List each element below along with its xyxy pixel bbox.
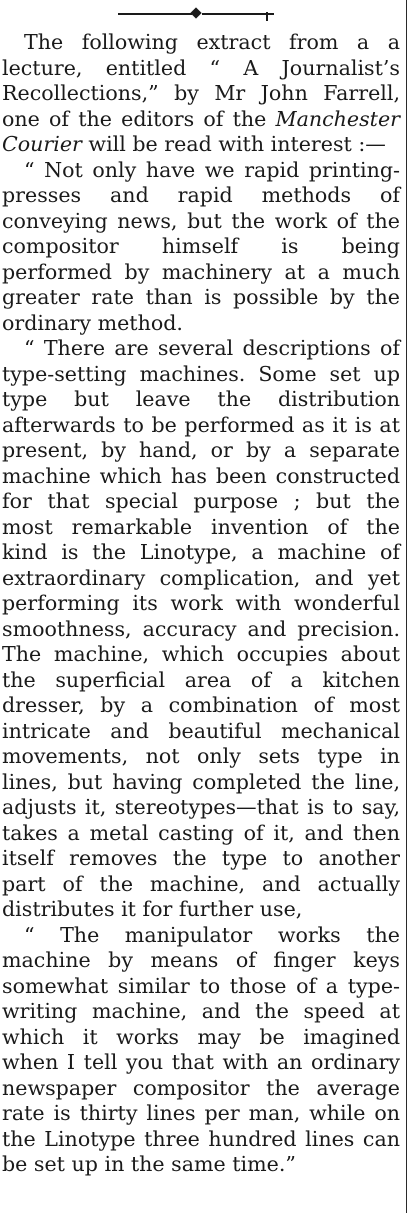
divider-diamond-icon [190, 7, 201, 18]
article-body [2, 30, 400, 1178]
section-divider-ornament [118, 7, 274, 21]
article-paragraph: “ Not only have we rapid printing-presses and rapid methods of conveying news, but the work of the compositor himself is being performed by machinery at a much greater rate than is possible by the ordinary method. [2, 157, 400, 335]
article-paragraph: “ There are several descriptions of type-setting machines. Some set up type but leave the distribution afterwards to be performed as it is at present, by hand, or by a separate machine which has been constructed for that special purpose ; but the most remarkable invention of the kind is the Linotype, a machine of extraordinary complication, and yet performing its work with wonderful smoothness, accuracy and precision. The machine, which occupies about the superficial area of a kitchen dresser, by a combination of most intricate and beautiful mechanical movements, not only sets type in lines, but having completed the line, adjusts it, stereotypes—that is to say, takes a metal casting of it, and then itself removes the type to another part of the machine, and actually distributes it for further use, [2, 336, 400, 921]
divider-line-right [202, 13, 274, 15]
newspaper-title: Manchester Courier [2, 106, 400, 156]
intro-paragraph [2, 30, 400, 158]
column-rule [406, 0, 407, 1213]
divider-line-left [118, 13, 192, 15]
divider-tick [266, 12, 268, 21]
intro-text-end: will be read with interest :— [81, 132, 386, 156]
article-paragraph: “ The manipulator works the machine by means of finger keys somewhat similar to those of a type-writing machine, and the speed at which it works may be imagined when I tell you that with an ordinary newspaper compositor the average rate is thirty lines per man, while on the Linotype three hundred lines can be set up in the same time.” [2, 922, 400, 1176]
intro-text: The following extract from a a lecture, entitled “ A Journalist’s Recollections,” by Mr John Farrell, one of the editors of the [2, 30, 400, 131]
